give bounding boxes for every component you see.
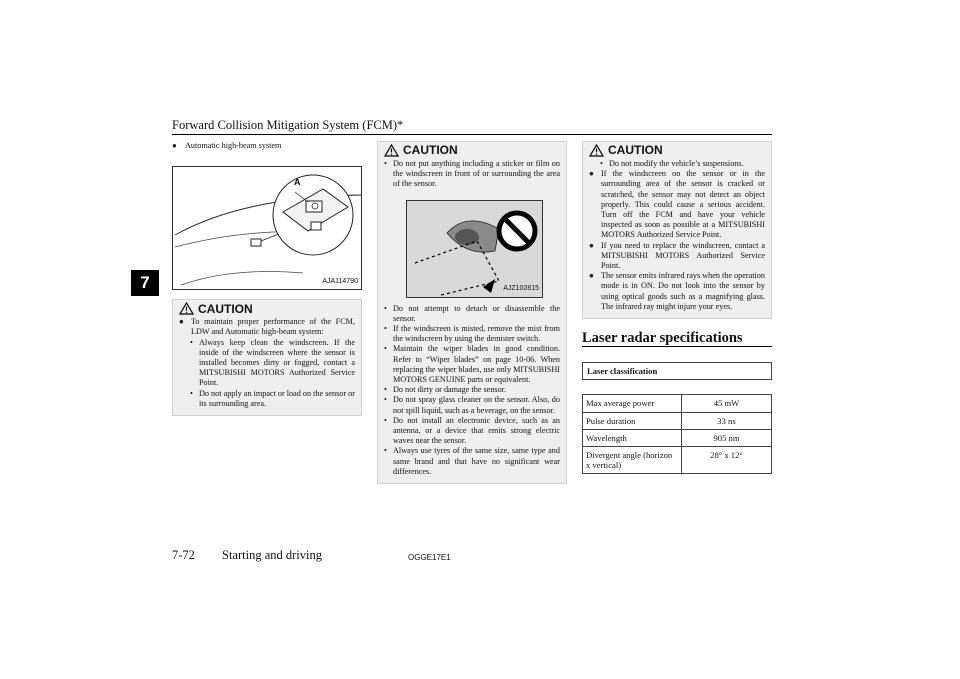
classification-label: Laser classification bbox=[582, 362, 772, 380]
caution-item: • Do not attempt to detach or disassemble the sensor. bbox=[384, 303, 560, 323]
section-heading bbox=[582, 330, 772, 347]
dot-bullet-icon: • bbox=[384, 324, 387, 334]
figure-code: AJA114790 bbox=[322, 278, 358, 285]
caution-title: CAUTION bbox=[403, 143, 458, 158]
dot-bullet-icon: • bbox=[384, 344, 387, 354]
caution-intro-text: To maintain proper performance of the FCM, LDW and Automatic high-beam system: bbox=[191, 317, 355, 337]
round-bullet-icon: ● bbox=[589, 271, 594, 281]
dot-bullet-icon: • bbox=[190, 337, 193, 347]
warning-triangle-icon bbox=[589, 144, 604, 157]
caution-subitem: • Always keep clean the windscreen. If the inside of the windscreen where the sensor is installed becomes dirty or fogged, contact a MITSUBISHI MOTORS Authorized Service Point. bbox=[190, 337, 355, 388]
footer-chapter: Starting and driving bbox=[222, 548, 322, 562]
right-column bbox=[582, 141, 772, 474]
caution-item: ● The sensor emits infrared rays when the operation mode is in ON. Do not look into the sensor by using optical goods such as a magnifying glass. The infrared ray might injure your eyes. bbox=[589, 271, 765, 311]
footer-code: OGGE17E1 bbox=[408, 553, 451, 562]
caution-item: • Do not spray glass cleaner on the sensor. Also, do not spill liquid, such as a beverage, on the sensor. bbox=[384, 395, 560, 415]
dot-bullet-icon: • bbox=[384, 395, 387, 405]
left-column bbox=[172, 141, 362, 416]
sensor-sticker-prohibited-figure bbox=[406, 200, 543, 298]
left-caution-box bbox=[172, 299, 362, 416]
caution-heading bbox=[589, 142, 765, 159]
dot-bullet-icon: • bbox=[384, 446, 387, 456]
dot-bullet-icon: • bbox=[190, 388, 193, 398]
dot-bullet-icon: • bbox=[384, 385, 387, 395]
caution-item: ● If you need to replace the windscreen, contact a MITSUBISHI MOTORS Authorized Service Point. bbox=[589, 240, 765, 271]
round-bullet-icon: ● bbox=[589, 240, 594, 250]
section-title: Laser radar specifications bbox=[582, 330, 743, 347]
caution-heading bbox=[179, 300, 355, 317]
caution-item: • Always use tyres of the same size, same type and same brand and that have no significant wear differences. bbox=[384, 446, 560, 476]
dot-bullet-icon: • bbox=[600, 159, 603, 168]
caution-item: • Maintain the wiper blades in good condition. Refer to “Wiper blades” on page 10-06. When replacing the wiper blades, use only MITSUBISHI MOTORS GENUINE parts or equivalent. bbox=[384, 344, 560, 385]
caution-item: • If the windscreen is misted, remove the mist from the windscreen by using the demister switch. bbox=[384, 324, 560, 344]
section-rule bbox=[582, 346, 772, 347]
caution-item: • Do not put anything including a sticker or film on the windscreen in front of or surrounding the area of the sensor. bbox=[384, 159, 560, 189]
caution-subitem: • Do not apply an impact or load on the sensor or its surrounding area. bbox=[190, 388, 355, 408]
figure-code: AJZ102815 bbox=[503, 285, 539, 293]
caution-item: • Do not dirty or damage the sensor. bbox=[384, 385, 507, 395]
spec-table bbox=[582, 394, 772, 474]
figure-label-a: A bbox=[294, 177, 301, 188]
page-header-title: Forward Collision Mitigation System (FCM)* bbox=[172, 118, 404, 132]
header-rule bbox=[172, 134, 772, 135]
round-bullet-icon: ● bbox=[589, 169, 594, 179]
dot-bullet-icon: • bbox=[384, 159, 387, 168]
table-row: Max average power 45 mW bbox=[583, 395, 772, 412]
caution-title: CAUTION bbox=[198, 301, 253, 316]
windscreen-illustration-icon bbox=[173, 167, 361, 289]
round-bullet-icon: ● bbox=[179, 317, 184, 327]
warning-triangle-icon bbox=[179, 302, 194, 315]
no-sticker-illustration-icon bbox=[407, 201, 542, 297]
windscreen-sensor-figure bbox=[172, 166, 362, 290]
footer-page-number: 7-72 bbox=[172, 548, 195, 562]
right-caution-box bbox=[582, 141, 772, 319]
item-heading-text: Automatic high-beam system bbox=[185, 141, 282, 150]
caution-subitem: • Do not modify the vehicle’s suspensions. bbox=[600, 159, 744, 168]
table-row: Divergent angle (horizon x vertical) 28° x 12° bbox=[583, 447, 772, 474]
dot-bullet-icon: • bbox=[384, 303, 387, 313]
round-bullet-icon: ● bbox=[172, 141, 177, 150]
table-row: Pulse duration 33 ns bbox=[583, 412, 772, 429]
middle-caution-box bbox=[377, 141, 567, 484]
item-heading bbox=[172, 141, 362, 151]
chapter-tab: 7 bbox=[131, 270, 159, 296]
warning-triangle-icon bbox=[384, 144, 399, 157]
caution-intro bbox=[179, 317, 355, 337]
table-row: Wavelength 905 nm bbox=[583, 429, 772, 446]
caution-item: ● If the windscreen on the sensor or in the surrounding area of the sensor is cracked or scratched, the sensor may not detect an object properly. This could cause a serious accident. Turn off the FCM and have your vehicle inspected as soon as possible at a MITSUBISHI MOTORS Authorized Service Point. bbox=[589, 169, 765, 240]
caution-item: • Do not install an electronic device, such as an antenna, or a device that emits strong electric waves near the sensor. bbox=[384, 415, 560, 446]
caution-heading bbox=[384, 142, 560, 159]
dot-bullet-icon: • bbox=[384, 415, 387, 425]
caution-title: CAUTION bbox=[608, 143, 663, 158]
